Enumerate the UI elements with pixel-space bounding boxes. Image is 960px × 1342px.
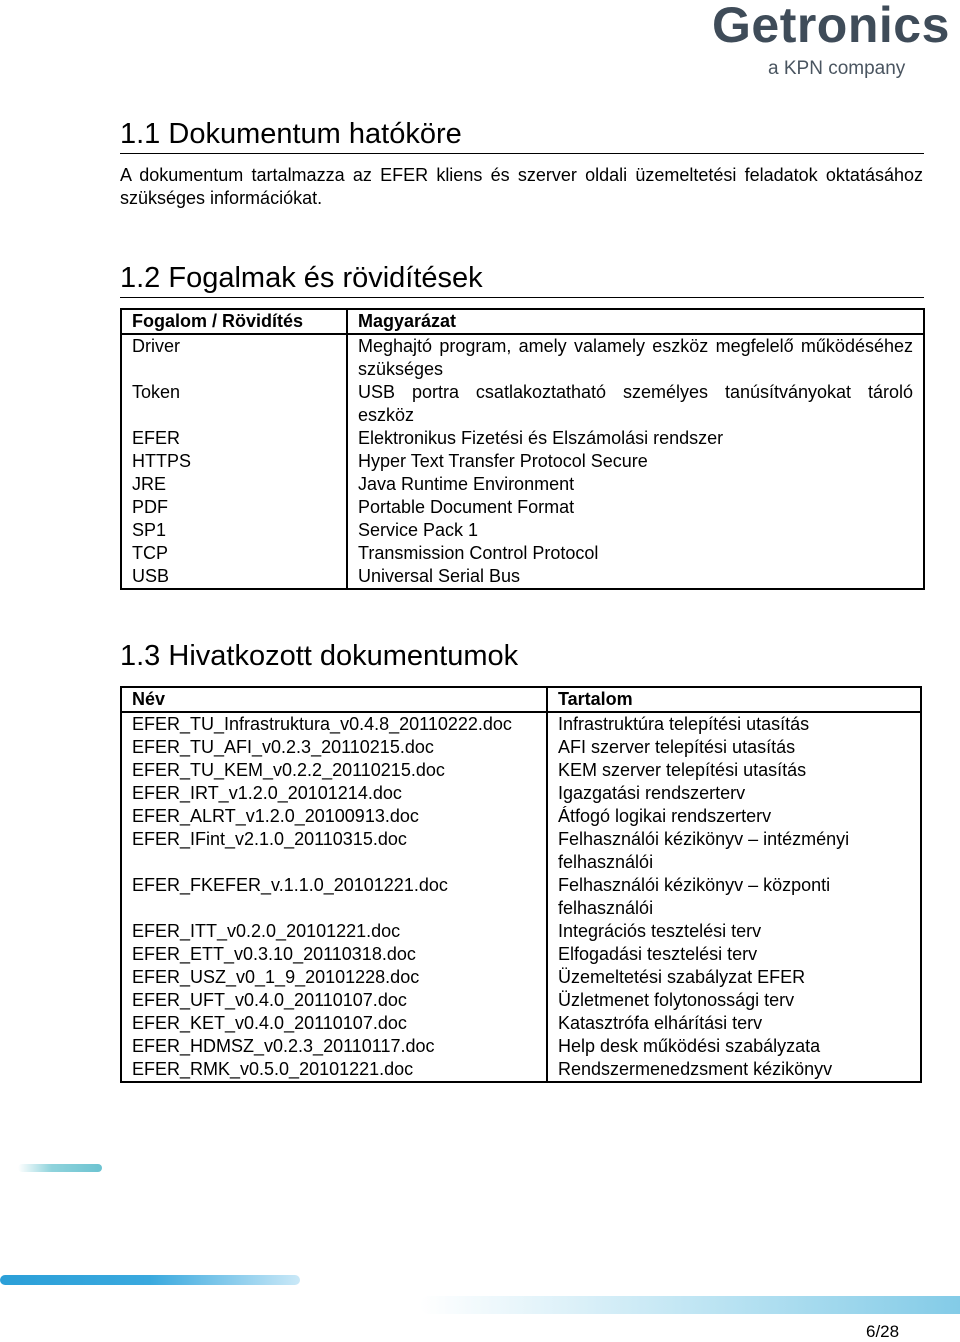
logo-wordmark: Getronics	[712, 0, 950, 53]
table-row	[121, 943, 921, 966]
term-cell: PDF	[121, 496, 347, 519]
document-content-cell: Katasztrófa elhárítási terv	[547, 1012, 921, 1035]
table-row	[121, 828, 921, 874]
decorative-stripe	[0, 1275, 300, 1285]
term-cell: EFER	[121, 427, 347, 450]
table-row	[121, 989, 921, 1012]
explanation-cell: Universal Serial Bus	[347, 565, 924, 589]
section-title-terms: 1.2 Fogalmak és rövidítések	[120, 262, 483, 294]
references-table	[120, 686, 922, 1083]
table-row	[121, 966, 921, 989]
table-row	[121, 427, 924, 450]
table-row	[121, 381, 924, 427]
explanation-cell: Transmission Control Protocol	[347, 542, 924, 565]
company-logo	[708, 0, 960, 82]
document-content-cell: Átfogó logikai rendszerterv	[547, 805, 921, 828]
document-name-cell: EFER_ALRT_v1.2.0_20100913.doc	[121, 805, 547, 828]
document-content-cell: Felhasználói kézikönyv – központi felhasználói	[547, 874, 921, 920]
decorative-stripe	[420, 1296, 960, 1314]
term-cell: TCP	[121, 542, 347, 565]
document-content-cell: Igazgatási rendszerterv	[547, 782, 921, 805]
explanation-cell: Service Pack 1	[347, 519, 924, 542]
document-name-cell: EFER_IRT_v1.2.0_20101214.doc	[121, 782, 547, 805]
table-row	[121, 712, 921, 736]
document-content-cell: KEM szerver telepítési utasítás	[547, 759, 921, 782]
document-content-cell: Infrastruktúra telepítési utasítás	[547, 712, 921, 736]
table-row	[121, 473, 924, 496]
title-underline	[120, 297, 924, 298]
table-row	[121, 1012, 921, 1035]
scope-paragraph: A dokumentum tartalmazza az EFER kliens és szerver oldali üzemeltetési feladatok oktatásához szükséges információkat.	[120, 165, 923, 208]
table-row	[121, 759, 921, 782]
table-row	[121, 565, 924, 589]
document-content-cell: Felhasználói kézikönyv – intézményi felhasználói	[547, 828, 921, 874]
table-row	[121, 736, 921, 759]
document-content-cell: Integrációs tesztelési terv	[547, 920, 921, 943]
explanation-cell: Elektronikus Fizetési és Elszámolási rendszer	[347, 427, 924, 450]
document-content-cell: Üzemeltetési szabályzat EFER	[547, 966, 921, 989]
table-row	[121, 542, 924, 565]
table-row	[121, 1035, 921, 1058]
table-row	[121, 874, 921, 920]
explanation-header: Magyarázat	[347, 309, 924, 334]
document-name-cell: EFER_USZ_v0_1_9_20101228.doc	[121, 966, 547, 989]
section-title-references: 1.3 Hivatkozott dokumentumok	[120, 640, 519, 672]
explanation-cell: Hyper Text Transfer Protocol Secure	[347, 450, 924, 473]
term-header: Fogalom / Rövidítés	[121, 309, 347, 334]
document-name-header: Név	[121, 687, 547, 712]
document-name-cell: EFER_ITT_v0.2.0_20101221.doc	[121, 920, 547, 943]
table-row	[121, 334, 924, 381]
table-row	[121, 805, 921, 828]
document-name-cell: EFER_ETT_v0.3.10_20110318.doc	[121, 943, 547, 966]
section-title-scope: 1.1 Dokumentum hatóköre	[120, 118, 462, 150]
document-name-cell: EFER_FKEFER_v.1.1.0_20101221.doc	[121, 874, 547, 920]
explanation-cell: Java Runtime Environment	[347, 473, 924, 496]
document-content-cell: Üzletmenet folytonossági terv	[547, 989, 921, 1012]
table-header-row	[121, 687, 921, 712]
explanation-cell: USB portra csatlakoztatható személyes tanúsítványokat tároló eszköz	[347, 381, 924, 427]
term-cell: Driver	[121, 334, 347, 381]
document-name-cell: EFER_TU_KEM_v0.2.2_20110215.doc	[121, 759, 547, 782]
title-underline	[120, 153, 924, 154]
document-name-cell: EFER_TU_AFI_v0.2.3_20110215.doc	[121, 736, 547, 759]
table-row	[121, 782, 921, 805]
logo-tagline: a KPN company	[768, 58, 906, 79]
document-name-cell: EFER_IFint_v2.1.0_20110315.doc	[121, 828, 547, 874]
document-name-cell: EFER_KET_v0.4.0_20110107.doc	[121, 1012, 547, 1035]
term-cell: USB	[121, 565, 347, 589]
term-cell: HTTPS	[121, 450, 347, 473]
document-content-cell: Elfogadási tesztelési terv	[547, 943, 921, 966]
document-content-header: Tartalom	[547, 687, 921, 712]
document-content-cell: Rendszermenedzsment kézikönyv	[547, 1058, 921, 1082]
term-cell: JRE	[121, 473, 347, 496]
table-row	[121, 519, 924, 542]
document-content-cell: AFI szerver telepítési utasítás	[547, 736, 921, 759]
table-row	[121, 920, 921, 943]
document-name-cell: EFER_HDMSZ_v0.2.3_20110117.doc	[121, 1035, 547, 1058]
explanation-cell: Meghajtó program, amely valamely eszköz megfelelő működéséhez szükséges	[347, 334, 924, 381]
explanation-cell: Portable Document Format	[347, 496, 924, 519]
page-number: 6/28	[866, 1322, 900, 1341]
table-row	[121, 450, 924, 473]
document-name-cell: EFER_RMK_v0.5.0_20101221.doc	[121, 1058, 547, 1082]
document-content-cell: Help desk működési szabályzata	[547, 1035, 921, 1058]
table-row	[121, 496, 924, 519]
term-cell: Token	[121, 381, 347, 427]
table-row	[121, 1058, 921, 1082]
document-name-cell: EFER_TU_Infrastruktura_v0.4.8_20110222.doc	[121, 712, 547, 736]
terms-table	[120, 308, 925, 590]
decorative-stripe	[18, 1164, 102, 1172]
document-name-cell: EFER_UFT_v0.4.0_20110107.doc	[121, 989, 547, 1012]
term-cell: SP1	[121, 519, 347, 542]
table-header-row	[121, 309, 924, 334]
